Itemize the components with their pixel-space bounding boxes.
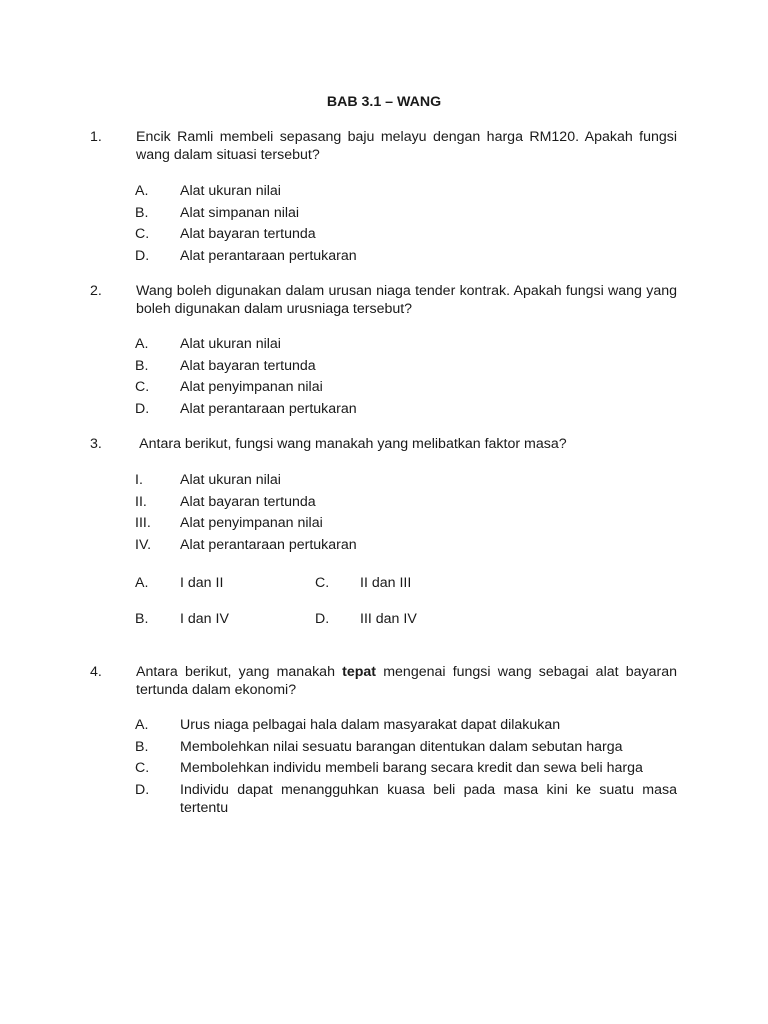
option-label: C. bbox=[315, 575, 330, 591]
question-1-options bbox=[135, 182, 677, 268]
option-label: D. bbox=[135, 781, 150, 798]
option-label: B. bbox=[135, 738, 149, 755]
option-label: C. bbox=[135, 760, 150, 776]
question-text: Antara berikut, fungsi wang manakah yang melibatkan faktor masa? bbox=[136, 436, 567, 452]
option-text: Membolehkan nilai sesuatu barangan ditentukan dalam sebutan harga bbox=[180, 738, 623, 755]
option-text: Alat bayaran tertunda bbox=[180, 357, 316, 374]
option-text: Alat simpanan nilai bbox=[180, 204, 300, 221]
option-d[interactable] bbox=[135, 400, 677, 422]
statement-iv bbox=[135, 536, 677, 558]
option-text: Alat perantaraan pertukaran bbox=[180, 400, 357, 417]
option-d[interactable] bbox=[135, 781, 677, 819]
option-label: D. bbox=[315, 611, 330, 627]
option-text: Membolehkan individu membeli barang secara kredit dan sewa beli harga bbox=[180, 760, 643, 776]
question-number: 4. bbox=[90, 664, 102, 680]
option-label: D. bbox=[135, 247, 150, 264]
option-d[interactable] bbox=[135, 247, 677, 269]
statement-iii bbox=[135, 514, 677, 536]
question-number: 1. bbox=[90, 129, 102, 145]
option-text: Urus niaga pelbagai hala dalam masyarakat dapat dilakukan bbox=[180, 717, 561, 733]
option-label: A. bbox=[135, 336, 149, 352]
statement-text: Alat ukuran nilai bbox=[180, 472, 281, 488]
option-c[interactable] bbox=[135, 759, 677, 781]
option-text: Individu dapat menangguhkan kuasa beli pada masa kini ke suatu masa tertentu bbox=[180, 781, 677, 816]
question-text bbox=[136, 663, 677, 699]
option-label: B. bbox=[135, 357, 149, 374]
question-2-options bbox=[135, 335, 677, 421]
question-text-part: mengenai fungsi wang sebagai alat bayaran tertunda dalam ekonomi? bbox=[136, 664, 677, 698]
option-label: C. bbox=[135, 226, 150, 242]
option-text: Alat ukuran nilai bbox=[180, 183, 281, 199]
option-label: D. bbox=[135, 400, 150, 417]
statement-label: I. bbox=[135, 472, 143, 488]
statement-text: Alat perantaraan pertukaran bbox=[180, 536, 357, 553]
question-1 bbox=[90, 128, 677, 164]
option-text: I dan IV bbox=[180, 611, 229, 627]
statement-label: IV. bbox=[135, 536, 152, 553]
question-text: Wang boleh digunakan dalam urusan niaga tender kontrak. Apakah fungsi wang yang boleh digunakan dalam urusniaga tersebut? bbox=[136, 283, 677, 317]
question-4-options bbox=[135, 716, 677, 819]
statement-text: Alat bayaran tertunda bbox=[180, 493, 316, 510]
option-label: A. bbox=[135, 717, 149, 733]
statement-label: II. bbox=[135, 493, 147, 510]
page-title: BAB 3.1 – WANG bbox=[326, 94, 442, 110]
option-a[interactable] bbox=[135, 716, 677, 738]
option-c[interactable] bbox=[135, 225, 677, 247]
question-text: Encik Ramli membeli sepasang baju melayu dengan harga RM120. Apakah fungsi wang dalam situasi tersebut? bbox=[136, 129, 677, 163]
option-a[interactable] bbox=[135, 182, 677, 204]
option-b[interactable] bbox=[135, 357, 677, 379]
option-text: Alat perantaraan pertukaran bbox=[180, 247, 357, 264]
question-3 bbox=[90, 435, 677, 453]
option-c[interactable] bbox=[135, 378, 677, 400]
option-text: III dan IV bbox=[360, 611, 417, 627]
option-text: II dan III bbox=[360, 575, 412, 591]
option-b[interactable] bbox=[135, 738, 677, 760]
question-number: 2. bbox=[90, 283, 102, 299]
statement-ii bbox=[135, 493, 677, 515]
option-text: Alat bayaran tertunda bbox=[180, 226, 316, 242]
option-label: B. bbox=[135, 204, 149, 221]
statement-text: Alat penyimpanan nilai bbox=[180, 515, 323, 531]
question-2 bbox=[90, 282, 677, 318]
question-text-part: Antara berikut, yang manakah bbox=[136, 664, 343, 680]
option-b[interactable] bbox=[135, 204, 677, 226]
statement-i bbox=[135, 471, 677, 493]
option-label: A. bbox=[135, 575, 149, 591]
option-a[interactable] bbox=[135, 335, 677, 357]
option-text: Alat ukuran nilai bbox=[180, 336, 281, 352]
question-3-statements bbox=[135, 471, 677, 557]
option-text: Alat penyimpanan nilai bbox=[180, 379, 323, 395]
option-text: I dan II bbox=[180, 575, 224, 591]
option-label: C. bbox=[135, 379, 150, 395]
emphasis-word: tepat bbox=[342, 664, 377, 680]
option-label: A. bbox=[135, 183, 149, 199]
option-label: B. bbox=[135, 611, 149, 627]
statement-label: III. bbox=[135, 515, 151, 531]
question-4 bbox=[90, 663, 677, 699]
question-number: 3. bbox=[90, 436, 102, 452]
